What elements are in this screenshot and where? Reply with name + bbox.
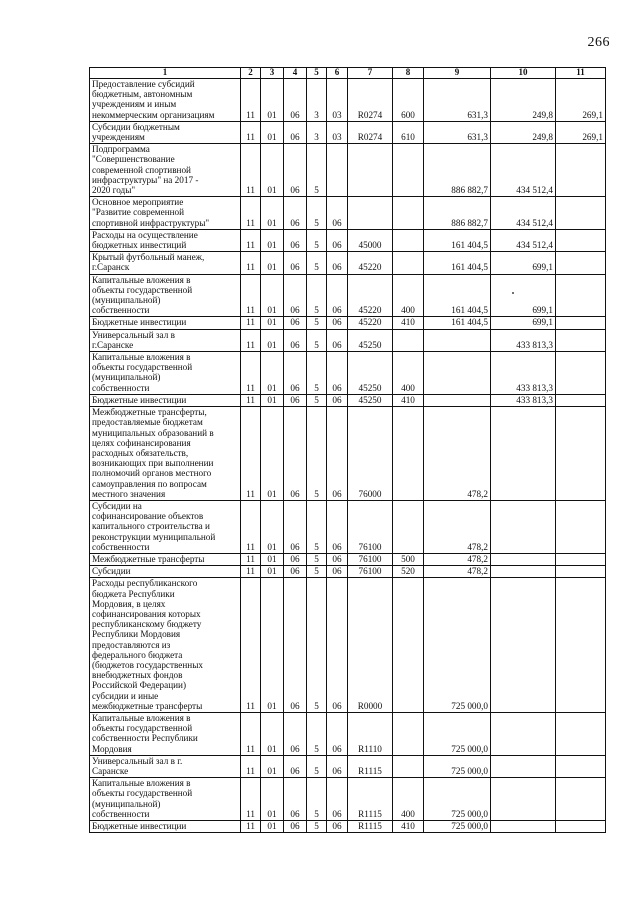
expense-direction-code: R1115 [348, 755, 393, 777]
amount-col9 [424, 329, 491, 351]
amount-col11 [556, 197, 606, 230]
event-code: 06 [327, 229, 348, 251]
amount-col10: 433 813,3 [491, 394, 556, 406]
amount-col10 [491, 578, 556, 713]
amount-col10 [491, 712, 556, 755]
amount-col11 [556, 821, 606, 833]
amount-col10 [491, 500, 556, 553]
amount-col9: 478,2 [424, 407, 491, 501]
table-row [90, 144, 606, 197]
amount-col9: 631,3 [424, 121, 491, 143]
table-row [90, 274, 606, 317]
program-code: 06 [284, 252, 307, 274]
subprogram-code: 5 [307, 329, 327, 351]
subsection-code: 01 [261, 79, 284, 122]
expense-direction-code: 45220 [348, 317, 393, 329]
expense-type-code: 500 [393, 553, 424, 565]
table-row [90, 252, 606, 274]
event-code: 06 [327, 553, 348, 565]
amount-col10 [491, 821, 556, 833]
table-row [90, 500, 606, 553]
section-code: 11 [241, 778, 261, 821]
row-name: Расходы на осуществление бюджетных инвестиций [90, 229, 241, 251]
expense-direction-code: 45250 [348, 394, 393, 406]
event-code: 06 [327, 407, 348, 501]
header-row [90, 68, 606, 79]
amount-col10 [491, 407, 556, 501]
table-row [90, 394, 606, 406]
amount-col9: 725 000,0 [424, 712, 491, 755]
section-code: 11 [241, 274, 261, 317]
subsection-code: 01 [261, 121, 284, 143]
program-code: 06 [284, 329, 307, 351]
subsection-code: 01 [261, 500, 284, 553]
expense-direction-code: R0000 [348, 578, 393, 713]
event-code: 03 [327, 79, 348, 122]
amount-col9: 478,2 [424, 500, 491, 553]
event-code: 06 [327, 778, 348, 821]
table-row [90, 566, 606, 578]
amount-col11 [556, 352, 606, 395]
header-cell: 2 [241, 68, 261, 79]
subsection-code: 01 [261, 229, 284, 251]
header-cell: 11 [556, 68, 606, 79]
amount-col10 [491, 566, 556, 578]
header-cell: 6 [327, 68, 348, 79]
subprogram-code: 5 [307, 317, 327, 329]
expense-type-code: 520 [393, 566, 424, 578]
table-row [90, 821, 606, 833]
row-name: Межбюджетные трансферты, предоставляемые бюджетам муниципальных образований в целях софинансирования расходных обязательств, возникающих при выполнении полномочий органов местного самоуправления по вопросам местного значения [90, 407, 241, 501]
expense-direction-code: 76100 [348, 553, 393, 565]
event-code: 06 [327, 578, 348, 713]
subprogram-code: 5 [307, 252, 327, 274]
amount-col9: 631,3 [424, 79, 491, 122]
amount-col11 [556, 566, 606, 578]
event-code: 06 [327, 274, 348, 317]
row-name: Предоставление субсидий бюджетным, автономным учреждениям и иным некоммерческим организациям [90, 79, 241, 122]
subprogram-code: 3 [307, 121, 327, 143]
expense-direction-code: 45000 [348, 229, 393, 251]
event-code: 06 [327, 352, 348, 395]
amount-col10 [491, 553, 556, 565]
expense-type-code: 400 [393, 274, 424, 317]
amount-col10: 433 813,3 [491, 352, 556, 395]
amount-col11 [556, 229, 606, 251]
amount-col11 [556, 317, 606, 329]
row-name: Крытый футбольный манеж, г.Саранск [90, 252, 241, 274]
amount-col9 [424, 394, 491, 406]
section-code: 11 [241, 553, 261, 565]
program-code: 06 [284, 712, 307, 755]
amount-col9: 886 882,7 [424, 144, 491, 197]
program-code: 06 [284, 352, 307, 395]
amount-col10: 434 512,4 [491, 197, 556, 230]
event-code: 06 [327, 755, 348, 777]
amount-col9: 886 882,7 [424, 197, 491, 230]
amount-col11 [556, 274, 606, 317]
section-code: 11 [241, 252, 261, 274]
budget-table [89, 67, 606, 833]
subsection-code: 01 [261, 778, 284, 821]
row-name: Межбюджетные трансферты [90, 553, 241, 565]
subprogram-code: 5 [307, 407, 327, 501]
subprogram-code: 5 [307, 755, 327, 777]
amount-col11 [556, 252, 606, 274]
page-number: 266 [587, 35, 610, 50]
table-row [90, 197, 606, 230]
header-cell: 10 [491, 68, 556, 79]
amount-col11 [556, 329, 606, 351]
event-code [327, 144, 348, 197]
expense-type-code [393, 500, 424, 553]
amount-col9: 161 404,5 [424, 317, 491, 329]
expense-type-code: 410 [393, 394, 424, 406]
expense-direction-code: 76100 [348, 566, 393, 578]
program-code: 06 [284, 274, 307, 317]
row-name: Капитальные вложения в объекты государственной (муниципальной) собственности [90, 274, 241, 317]
section-code: 11 [241, 79, 261, 122]
subsection-code: 01 [261, 329, 284, 351]
amount-col9: 725 000,0 [424, 821, 491, 833]
row-name: Субсидии бюджетным учреждениям [90, 121, 241, 143]
amount-col9: 478,2 [424, 566, 491, 578]
table-row [90, 755, 606, 777]
subsection-code: 01 [261, 566, 284, 578]
subprogram-code: 5 [307, 778, 327, 821]
table-row [90, 329, 606, 351]
subprogram-code: 5 [307, 578, 327, 713]
header-cell: 5 [307, 68, 327, 79]
subprogram-code: 5 [307, 712, 327, 755]
subsection-code: 01 [261, 352, 284, 395]
event-code: 06 [327, 329, 348, 351]
subsection-code: 01 [261, 197, 284, 230]
table-row [90, 407, 606, 501]
subsection-code: 01 [261, 144, 284, 197]
event-code: 06 [327, 500, 348, 553]
program-code: 06 [284, 197, 307, 230]
table-row [90, 553, 606, 565]
row-name: Универсальный зал в г. Саранске [90, 755, 241, 777]
amount-col9: 161 404,5 [424, 252, 491, 274]
header-cell: 1 [90, 68, 241, 79]
subsection-code: 01 [261, 553, 284, 565]
header-cell: 3 [261, 68, 284, 79]
amount-col9: 478,2 [424, 553, 491, 565]
subprogram-code: 5 [307, 229, 327, 251]
table-row [90, 317, 606, 329]
subprogram-code: 5 [307, 274, 327, 317]
row-name: Субсидии на софинансирование объектов капитального строительства и реконструкции муниципальной собственности [90, 500, 241, 553]
expense-type-code [393, 329, 424, 351]
program-code: 06 [284, 144, 307, 197]
section-code: 11 [241, 712, 261, 755]
subprogram-code: 5 [307, 352, 327, 395]
subprogram-code: 5 [307, 197, 327, 230]
subprogram-code: 3 [307, 79, 327, 122]
section-code: 11 [241, 566, 261, 578]
row-name: Субсидии [90, 566, 241, 578]
expense-type-code [393, 197, 424, 230]
program-code: 06 [284, 394, 307, 406]
program-code: 06 [284, 407, 307, 501]
header-cell: 9 [424, 68, 491, 79]
subprogram-code: 5 [307, 821, 327, 833]
expense-type-code: 600 [393, 79, 424, 122]
subsection-code: 01 [261, 317, 284, 329]
subsection-code: 01 [261, 252, 284, 274]
row-name: Подпрограмма "Совершенствование современной спортивной инфраструктуры" на 2017 - 2020 годы" [90, 144, 241, 197]
expense-direction-code: 45250 [348, 329, 393, 351]
section-code: 11 [241, 329, 261, 351]
amount-col11 [556, 394, 606, 406]
header-cell: 8 [393, 68, 424, 79]
amount-col9: 161 404,5 [424, 229, 491, 251]
program-code: 06 [284, 317, 307, 329]
program-code: 06 [284, 821, 307, 833]
subsection-code: 01 [261, 578, 284, 713]
row-name: Бюджетные инвестиции [90, 394, 241, 406]
subprogram-code: 5 [307, 394, 327, 406]
program-code: 06 [284, 553, 307, 565]
expense-type-code [393, 229, 424, 251]
expense-type-code: 410 [393, 317, 424, 329]
subsection-code: 01 [261, 755, 284, 777]
row-name: Универсальный зал в г.Саранске [90, 329, 241, 351]
amount-col9 [424, 352, 491, 395]
subprogram-code: 5 [307, 500, 327, 553]
section-code: 11 [241, 197, 261, 230]
row-name: Бюджетные инвестиции [90, 317, 241, 329]
section-code: 11 [241, 821, 261, 833]
expense-direction-code: 76100 [348, 500, 393, 553]
subprogram-code: 5 [307, 553, 327, 565]
amount-col11: 269,1 [556, 79, 606, 122]
subsection-code: 01 [261, 274, 284, 317]
subprogram-code: 5 [307, 566, 327, 578]
expense-type-code: 610 [393, 121, 424, 143]
program-code: 06 [284, 79, 307, 122]
amount-col10 [491, 755, 556, 777]
header-cell: 4 [284, 68, 307, 79]
table-row [90, 352, 606, 395]
amount-col9: 161 404,5 [424, 274, 491, 317]
subsection-code: 01 [261, 712, 284, 755]
table-row [90, 778, 606, 821]
section-code: 11 [241, 352, 261, 395]
amount-col11: 269,1 [556, 121, 606, 143]
amount-col11 [556, 712, 606, 755]
expense-direction-code: R1115 [348, 821, 393, 833]
row-name: Основное мероприятие "Развитие современной спортивной инфраструктуры" [90, 197, 241, 230]
row-name: Капитальные вложения в объекты государственной собственности Республики Мордовия [90, 712, 241, 755]
row-name: Капитальные вложения в объекты государственной (муниципальной) собственности [90, 778, 241, 821]
expense-direction-code: 45220 [348, 274, 393, 317]
table-row [90, 712, 606, 755]
row-name: Бюджетные инвестиции [90, 821, 241, 833]
amount-col11 [556, 407, 606, 501]
expense-direction-code: R1110 [348, 712, 393, 755]
amount-col10: 699,1 [491, 252, 556, 274]
expense-type-code: 400 [393, 352, 424, 395]
section-code: 11 [241, 407, 261, 501]
expense-direction-code: R1115 [348, 778, 393, 821]
subsection-code: 01 [261, 821, 284, 833]
expense-type-code [393, 252, 424, 274]
table-row [90, 121, 606, 143]
event-code: 03 [327, 121, 348, 143]
amount-col10 [491, 778, 556, 821]
section-code: 11 [241, 394, 261, 406]
table-row [90, 578, 606, 713]
table-row [90, 229, 606, 251]
expense-type-code: 400 [393, 778, 424, 821]
event-code: 06 [327, 197, 348, 230]
section-code: 11 [241, 500, 261, 553]
program-code: 06 [284, 121, 307, 143]
expense-direction-code: 76000 [348, 407, 393, 501]
amount-col11 [556, 553, 606, 565]
event-code: 06 [327, 566, 348, 578]
program-code: 06 [284, 778, 307, 821]
amount-col11 [556, 778, 606, 821]
program-code: 06 [284, 566, 307, 578]
subsection-code: 01 [261, 394, 284, 406]
amount-col10: 434 512,4 [491, 144, 556, 197]
expense-direction-code: R0274 [348, 79, 393, 122]
expense-type-code [393, 712, 424, 755]
section-code: 11 [241, 755, 261, 777]
event-code: 06 [327, 821, 348, 833]
program-code: 06 [284, 578, 307, 713]
event-code: 06 [327, 317, 348, 329]
row-name: Расходы республиканского бюджета Республики Мордовия, в целях софинансирования которых республиканскому бюджету Республики Мордовия предоставляются из федерального бюджета (бюджетов государственных внебюджетных фондов Российской Федерации) субсидии и иные межбюджетные трансферты [90, 578, 241, 713]
amount-col10: 699,1 [491, 317, 556, 329]
section-code: 11 [241, 229, 261, 251]
expense-type-code [393, 578, 424, 713]
amount-col10: 249,8 [491, 79, 556, 122]
event-code: 06 [327, 712, 348, 755]
amount-col9: 725 000,0 [424, 778, 491, 821]
amount-col10: 699,1 [491, 274, 556, 317]
amount-col9: 725 000,0 [424, 755, 491, 777]
expense-direction-code: R0274 [348, 121, 393, 143]
ink-speck [512, 292, 514, 294]
amount-col11 [556, 755, 606, 777]
amount-col11 [556, 500, 606, 553]
event-code: 06 [327, 394, 348, 406]
program-code: 06 [284, 755, 307, 777]
amount-col10: 249,8 [491, 121, 556, 143]
subprogram-code: 5 [307, 144, 327, 197]
event-code: 06 [327, 252, 348, 274]
amount-col10: 433 813,3 [491, 329, 556, 351]
expense-direction-code [348, 197, 393, 230]
expense-direction-code [348, 144, 393, 197]
section-code: 11 [241, 121, 261, 143]
expense-direction-code: 45250 [348, 352, 393, 395]
subsection-code: 01 [261, 407, 284, 501]
amount-col10: 434 512,4 [491, 229, 556, 251]
table-row [90, 79, 606, 122]
section-code: 11 [241, 144, 261, 197]
amount-col11 [556, 144, 606, 197]
program-code: 06 [284, 500, 307, 553]
expense-type-code: 410 [393, 821, 424, 833]
header-cell: 7 [348, 68, 393, 79]
program-code: 06 [284, 229, 307, 251]
expense-direction-code: 45220 [348, 252, 393, 274]
section-code: 11 [241, 578, 261, 713]
expense-type-code [393, 407, 424, 501]
section-code: 11 [241, 317, 261, 329]
amount-col11 [556, 578, 606, 713]
amount-col9: 725 000,0 [424, 578, 491, 713]
expense-type-code [393, 755, 424, 777]
table-body [90, 79, 606, 833]
expense-type-code [393, 144, 424, 197]
row-name: Капитальные вложения в объекты государственной (муниципальной) собственности [90, 352, 241, 395]
